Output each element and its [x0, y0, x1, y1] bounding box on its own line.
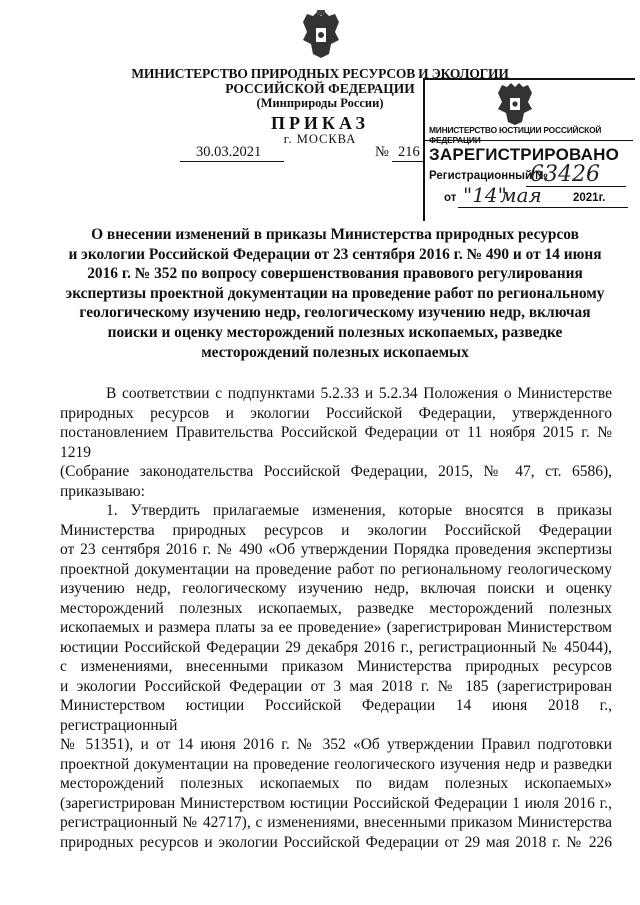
stamp-emblem-icon [495, 82, 535, 126]
title-line: 2016 г. № 352 по вопросу совершенствования правового регулирования [87, 265, 583, 283]
body-line: с изменениями, внесенными приказом Министерства природных ресурсов [60, 658, 612, 675]
stamp-reg-number-label: Регистрационный № [429, 170, 549, 182]
body-line: постановлением Правительства Российской Федерации от 11 ноября 2015 г. № 1219 [60, 424, 612, 461]
body-line: (Собрание законодательства Российской Федерации, 2015, № 47, ст. 6586), [60, 463, 612, 480]
body-line: ископаемых и размера платы за ее проведение» (зарегистрирован Министерством [60, 619, 612, 636]
document-city: г. МОСКВА [283, 132, 357, 146]
stamp-date-prefix: от [444, 192, 457, 204]
title-line: геологическому изучению недр, геологическому изучению недр, включая [79, 304, 591, 322]
document-body [60, 384, 612, 852]
body-line: проектной документации на проведение работ по региональному геологическому [60, 560, 612, 578]
body-line: Министерством юстиции Российской Федерации 14 июня 2018 г., регистрационный [60, 697, 612, 734]
ministry-name-line1: МИНИСТЕРСТВО ПРИРОДНЫХ РЕСУРСОВ И ЭКОЛОГИИ [131, 66, 509, 81]
stamp-reg-number-handwritten: 63426 [530, 162, 600, 187]
body-line: приказываю: [60, 482, 145, 500]
body-line: (зарегистрирован Министерством юстиции Российской Федерации 1 июля 2016 г., [60, 794, 612, 812]
stamp-year: 2021г. [573, 192, 606, 204]
number-underline [392, 161, 424, 162]
body-line: В соответствии с подпунктами 5.2.33 и 5.2.34 Положения о Министерстве [106, 385, 612, 402]
body-line: № 51351), и от 14 июня 2016 г. № 352 «Об утверждении Правил подготовки [60, 736, 612, 753]
title-line: О внесении изменений в приказы Министерства природных ресурсов [91, 226, 579, 243]
title-line: экспертизы проектной документации на проведение работ по региональному [65, 284, 605, 302]
number-sign: № [375, 144, 389, 160]
title-line: поиски и оценку месторождений полезных ископаемых, разведке [107, 323, 563, 341]
body-line: юстиции Российской Федерации 29 декабря 2016 г., регистрационный № 45044), [60, 638, 612, 656]
body-line: Министерства природных ресурсов и экологии Российской Федерации [60, 521, 612, 539]
document-date: 30.03.2021 [196, 144, 262, 160]
document-number: 216 [398, 144, 420, 160]
stamp-month-handwritten: мая [500, 183, 542, 207]
stamp-separator [423, 140, 633, 141]
title-line: и экологии Российской Федерации от 23 сентября 2016 г. № 490 и от 14 июня [68, 245, 602, 263]
ministry-short-name: (Минприроды России) [256, 96, 384, 110]
document-title [60, 225, 610, 362]
body-line: природных ресурсов и экологии Российской Федерации, утвержденного [60, 404, 612, 422]
stamp-ministry-name: МИНИСТЕРСТВО ЮСТИЦИИ РОССИЙСКОЙ ФЕДЕРАЦИИ [429, 125, 602, 145]
body-line: 1. Утвердить прилагаемые изменения, которые вносятся в приказы [106, 502, 612, 519]
stamp-day-handwritten: "14" [463, 183, 507, 207]
body-line: природных ресурсов и экологии Российской Федерации от 29 мая 2018 г. № 226 [60, 833, 612, 851]
ministry-name-line2: РОССИЙСКОЙ ФЕДЕРАЦИИ [225, 81, 415, 96]
body-line: изучению недр, геологическому изучению недр, включая поиски и оценку [60, 580, 612, 597]
body-line: от 23 сентября 2016 г. № 490 «Об утверждении Порядка проведения экспертизы [60, 541, 612, 558]
paragraph-preamble [60, 384, 612, 501]
document-type: ПРИКАЗ [270, 113, 370, 133]
body-line: месторождений полезных ископаемых по видам полезных ископаемых» [60, 775, 612, 792]
body-line: и экологии Российской Федерации от 3 мая 2018 г. № 185 (зарегистрирован [60, 677, 612, 695]
stamp-registered-label: ЗАРЕГИСТРИРОВАНО [429, 145, 620, 164]
stamp-date-underline [458, 207, 628, 208]
paragraph-item-1 [60, 501, 612, 852]
body-line: месторождений полезных ископаемых, разведке месторождений полезных [60, 599, 612, 617]
coat-of-arms-emblem [299, 10, 343, 60]
body-line: проектной документации на проведение геологического изучения недр и разведки [60, 755, 612, 773]
title-line: месторождений полезных ископаемых [201, 343, 469, 361]
date-underline [180, 161, 284, 162]
body-line: регистрационный № 42717), с изменениями, внесенными приказом Министерства [60, 814, 612, 831]
